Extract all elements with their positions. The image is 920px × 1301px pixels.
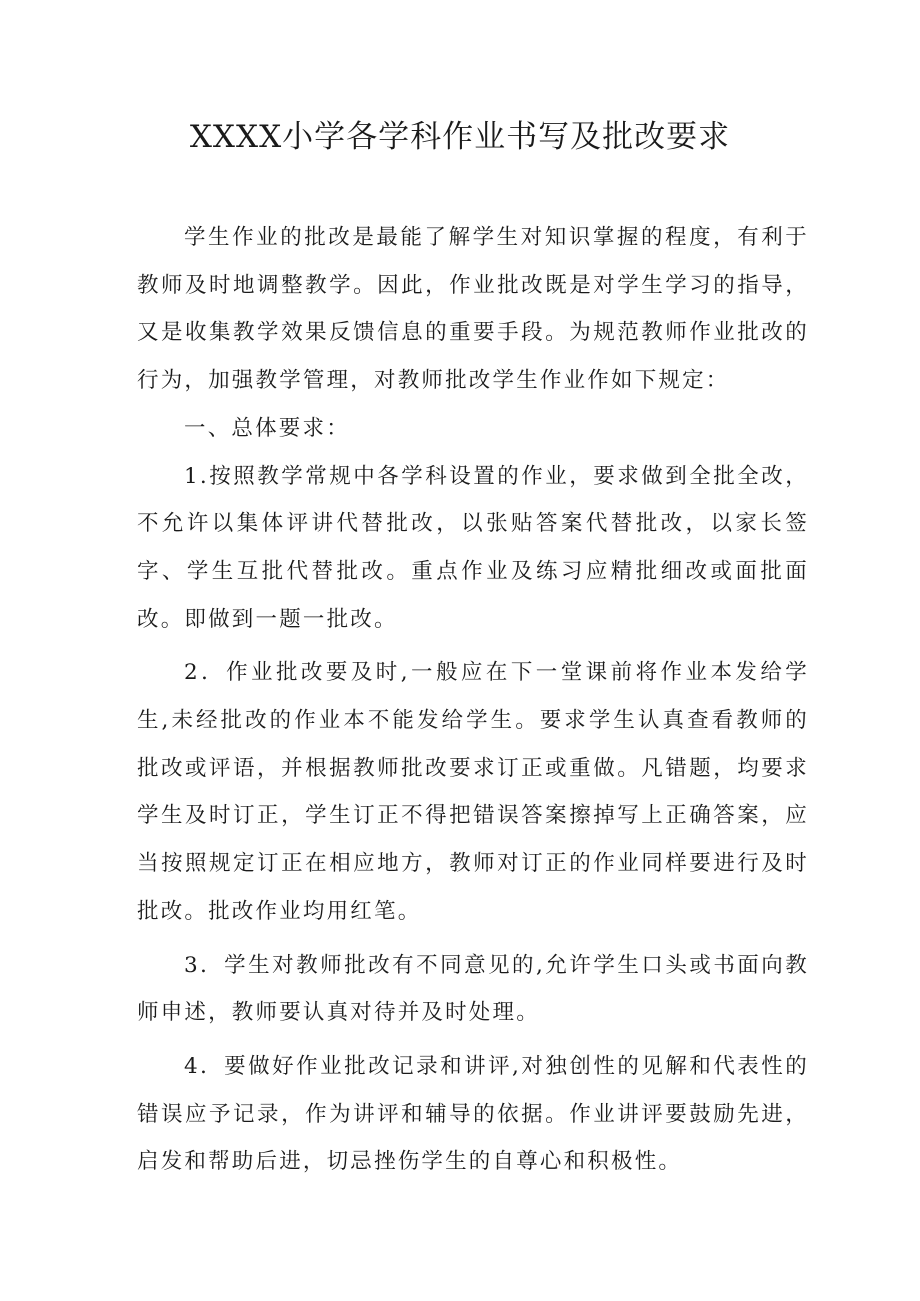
- section-heading-general-requirements: 一、总体要求：: [184, 415, 350, 441]
- intro-paragraph: 学生作业的批改是最能了解学生对知识掌握的程度，有利于教师及时地调整教学。因此，作业批改既是对学生学习的指导，又是收集教学效果反馈信息的重要手段。为规范教师作业批改的行为，加强教学管理，对教师批改学生作业作如下规定：: [137, 225, 809, 394]
- rule-paragraph-1: 1.按照教学常规中各学科设置的作业，要求做到全批全改，不允许以集体评讲代替批改，以张贴答案代替批改，以家长签字、学生互批代替批改。重点作业及练习应精批细改或面批面改。即做到一题一批改。: [137, 463, 809, 632]
- rule-paragraph-2: 2．作业批改要及时,一般应在下一堂课前将作业本发给学生,未经批改的作业本不能发给学生。要求学生认真查看教师的批改或评语，并根据教师批改要求订正或重做。凡错题，均要求学生及时订正，学生订正不得把错误答案擦掉写上正确答案，应当按照规定订正在相应地方，教师对订正的作业同样要进行及时批改。批改作业均用红笔。: [137, 660, 809, 924]
- document-title: XXXX小学各学科作业书写及批改要求: [189, 119, 731, 155]
- rule-paragraph-4: 4．要做好作业批改记录和讲评,对独创性的见解和代表性的错误应予记录，作为讲评和辅导的依据。作业讲评要鼓励先进，启发和帮助后进，切忌挫伤学生的自尊心和积极性。: [137, 1053, 809, 1175]
- rule-paragraph-3: 3．学生对教师批改有不同意见的,允许学生口头或书面向教师申述，教师要认真对待并及时处理。: [137, 952, 809, 1026]
- document-body: [137, 214, 809, 1186]
